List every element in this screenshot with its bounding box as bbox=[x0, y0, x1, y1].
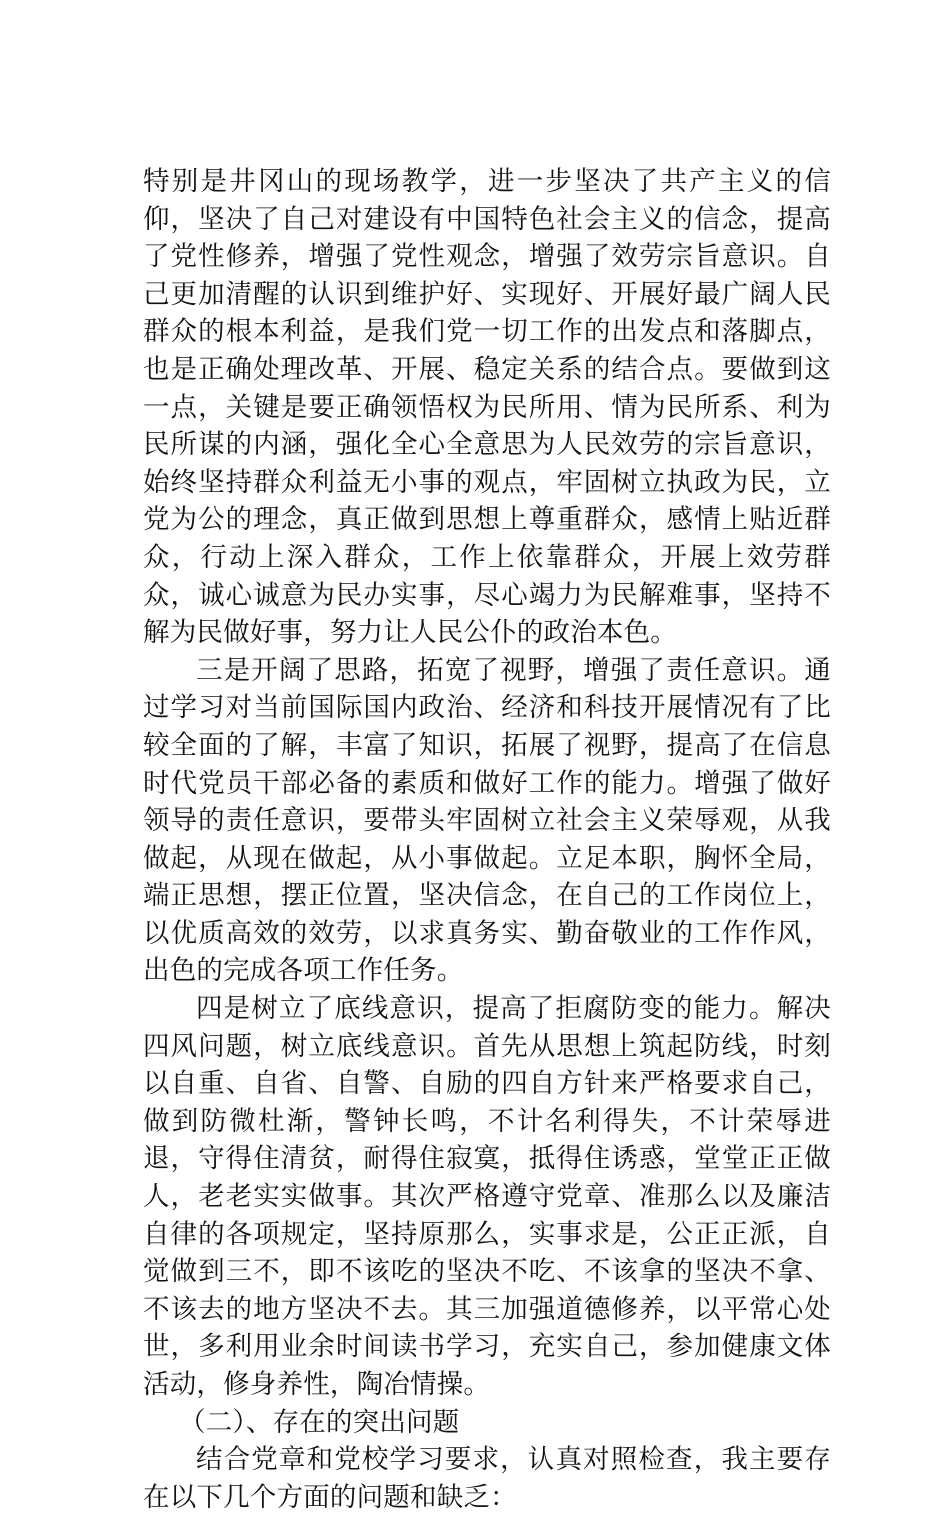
section-heading-problems: （二）、存在的突出问题 bbox=[179, 1406, 460, 1438]
paragraph-party-spirit: 特别是井冈山的现场教学，进一步坚决了共产主义的信仰，坚决了自己对建设有中国特色社会主义的信念，提高了党性修养，增强了党性观念，增强了效劳宗旨意识。自己更加清醒的认识到维护好、实现好、开展好最广阔人民群众的根本利益，是我们党一切工作的出发点和落脚点，也是正确处理改革、开展、稳定关系的结合点。要做到这一点，关键是要正确领悟权为民所用、情为民所系、利为民所谋的内涵，强化全心全意思为人民效劳的宗旨意识，始终坚持群众利益无小事的观点，牢固树立执政为民，立党为公的理念，真正做到思想上尊重群众，感情上贴近群众，行动上深入群众，工作上依靠群众，开展上效劳群众，诚心诚意为民办实事，尽心竭力为民解难事，坚持不解为民做好事，努力让人民公仆的政治本色。 bbox=[143, 166, 831, 649]
paragraph-broadened-vision: 三是开阔了思路，拓宽了视野，增强了责任意识。通过学习对当前国际国内政治、经济和科技开展情况有了比较全面的了解，丰富了知识，拓展了视野，提高了在信息时代党员干部必备的素质和做好工作的能力。增强了做好领导的责任意识，要带头牢固树立社会主义荣辱观，从我做起，从现在做起，从小事做起。立足本职，胸怀全局，端正思想，摆正位置，坚决信念，在自己的工作岗位上，以优质高效的效劳，以求真务实、勤奋敬业的工作作风，出色的完成各项工作任务。 bbox=[143, 654, 831, 987]
paragraph-self-examination: 结合党章和党校学习要求，认真对照检查，我主要存在以下几个方面的问题和缺乏： bbox=[143, 1444, 831, 1513]
paragraph-bottom-line-awareness: 四是树立了底线意识，提高了拒腐防变的能力。解决四风问题，树立底线意识。首先从思想上筑起防线，时刻以自重、自省、自警、自励的四自方针来严格要求自己，做到防微杜渐，警钟长鸣，不计名利得失，不计荣辱进退，守得住清贫，耐得住寂寞，抵得住诱惑，堂堂正正做人，老老实实做事。其次严格遵守党章、准那么以及廉洁自律的各项规定，坚持原那么，实事求是，公正正派，自觉做到三不，即不该吃的坚决不吃、不该拿的坚决不拿、不该去的地方坚决不去。其三加强道德修养，以平常心处世，多利用业余时间读书学习，充实自己，参加健康文体活动，修身养性，陶冶情操。 bbox=[143, 993, 831, 1400]
document-body bbox=[143, 163, 831, 1516]
